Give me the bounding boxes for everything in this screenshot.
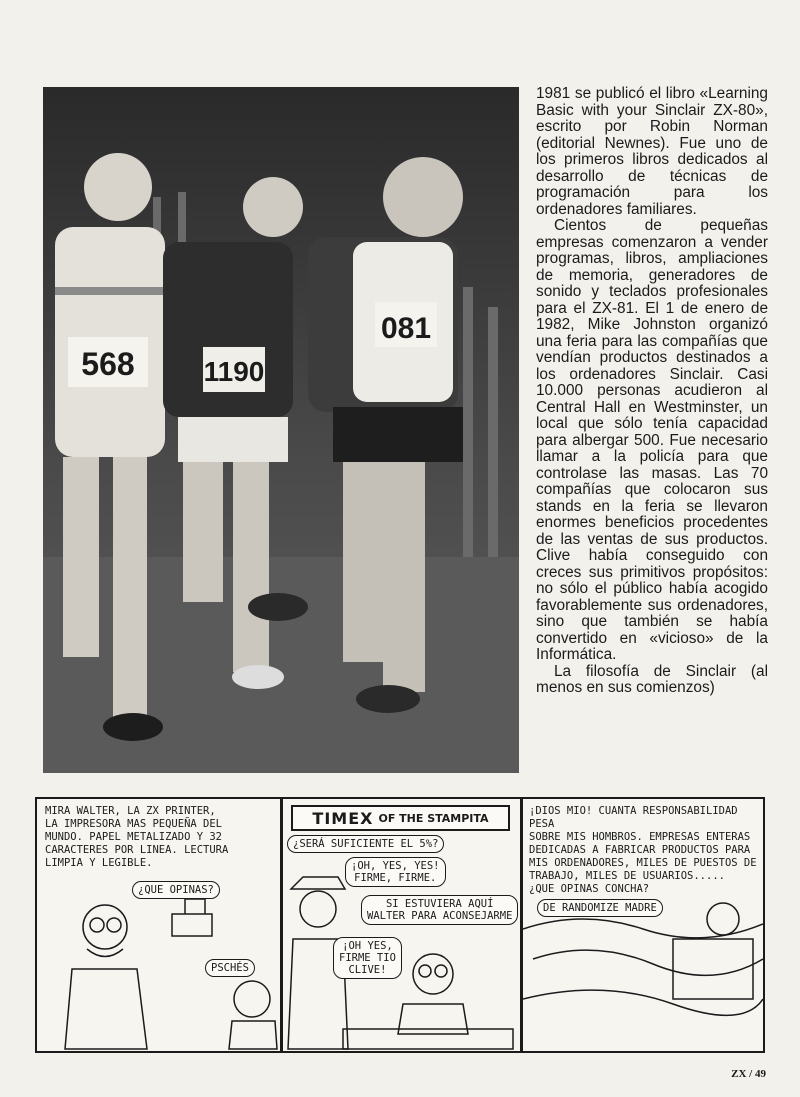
runners-photo: [43, 87, 519, 773]
bib-1190: 1190: [203, 356, 265, 387]
comic-panel-2: [281, 797, 522, 1053]
panel1-bubble-reply: PSCHÉS: [205, 959, 255, 977]
bib-568: 568: [81, 346, 135, 382]
comic-panel-1: [35, 797, 282, 1053]
panel2-bubble-4: ¡OH YES, FIRME TIO CLIVE!: [333, 937, 402, 979]
comic-panel-3: [521, 797, 765, 1053]
panel1-caption: MIRA WALTER, LA ZX PRINTER, LA IMPRESORA MAS PEQUEÑA DEL MUNDO. PAPEL METALIZADO Y 32 CARACTERES POR LINEA. LECTURA LIMPIA Y LEGIBLE.: [45, 805, 229, 869]
panel2-bubble-3: SI ESTUVIERA AQUÍ WALTER PARA ACONSEJARME: [361, 895, 518, 925]
article-paragraph-2: Cientos de pequeñas empresas comenzaron a vender programas, libros, ampliaciones de memoria, generadores de sonido y teclados profesionales para el ZX-81. El 1 de enero de 1982, Mike Johnston organizó una feria para las compañías que vendían productos destinados a los ordenadores Sinclair. Casi 10.000 personas acudieron al Central Hall en Westminster, un local que sólo tenía capacidad para albergar 500. Fue necesario llamar a la policía para que controlase las masas. Las 70 compañías que colocaron sus stands en la feria se llevaron enormes beneficios procedentes de las ventas de sus productos. Clive había conseguido con creces sus primitivos propósitos: no sólo el público había acogido favorablemente sus ordenadores, sino que también se había convertido en «vicioso» de la Informática.: [536, 217, 768, 663]
bib-081: 081: [380, 312, 432, 345]
article-column: [536, 86, 768, 697]
panel2-title-rest: OF THE STAMPITA: [378, 811, 489, 825]
panel3-caption: ¡DIOS MIO! CUANTA RESPONSABILIDAD PESA SOBRE MIS HOMBROS. EMPRESAS ENTERAS DEDICADAS A FABRICAR PRODUCTOS PARA MIS ORDENADORES, MILES DE PUESTOS DE TRABAJO, MILES DE USUARIOS..... ¿QUE OPINAS CONCHA?: [529, 805, 757, 895]
panel2-bubble-1: ¿SERÁ SUFICIENTE EL 5%?: [287, 835, 444, 853]
panel2-title-main: TIMEX: [312, 808, 374, 828]
page-folio: ZX / 49: [731, 1068, 766, 1080]
article-paragraph-3: La filosofía de Sinclair (al menos en sus comienzos): [536, 662, 768, 696]
panel1-bubble-question: ¿QUE OPINAS?: [132, 881, 220, 899]
article-paragraph-1: 1981 se publicó el libro «Learning Basic with your Sinclair ZX-80», escrito por Robin Norman (editorial Newnes). Fue uno de los primeros libros dedicados al desarrollo de técnicas de programación para los ordenadores familiares.: [536, 85, 768, 218]
panel2-title: [291, 805, 510, 831]
runners-illustration: [43, 87, 519, 773]
panel2-bubble-2: ¡OH, YES, YES! FIRME, FIRME.: [345, 857, 446, 887]
panel3-bubble-reply: DE RANDOMIZE MADRE: [537, 899, 663, 917]
